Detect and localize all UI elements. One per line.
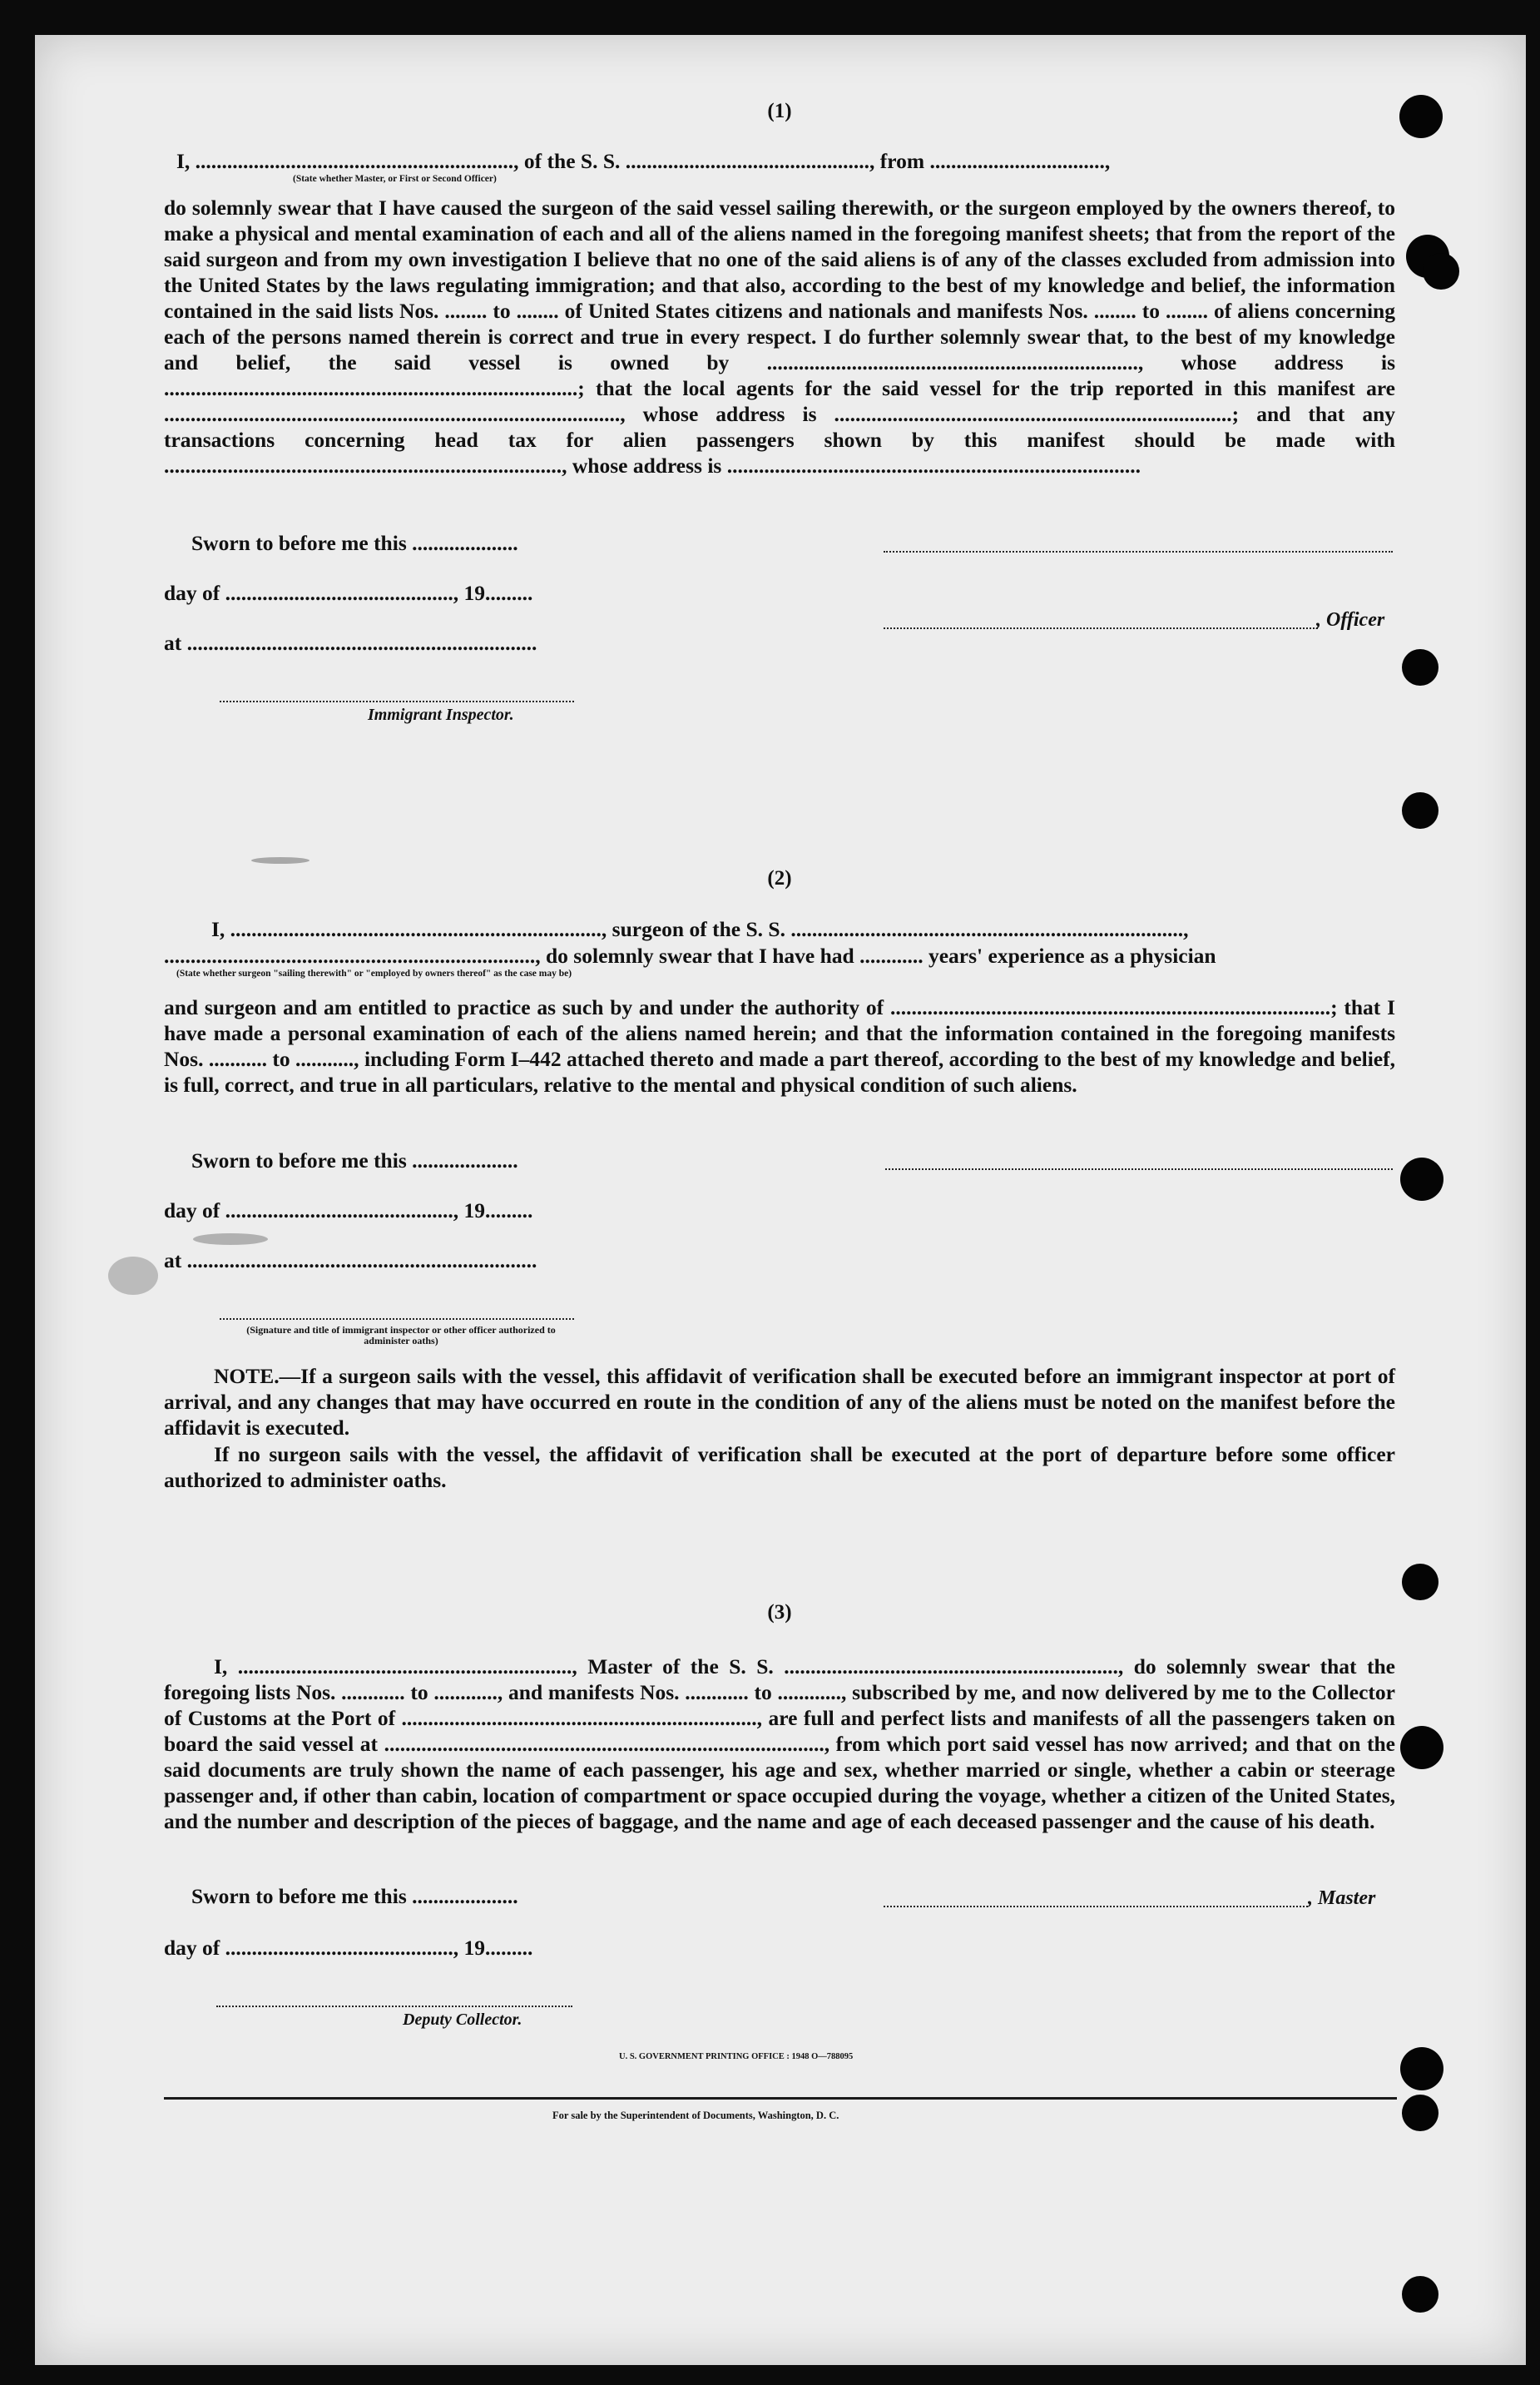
officer-signature-line-2 xyxy=(884,627,1318,629)
note-paragraph-1: NOTE.—If a surgeon sails with the vessel, this affidavit of verification shall be executed before an immigrant inspector at port of arrival, and any changes that may have occurred en route in the condition of any of the aliens must be noted on the manifest before the affidavit is executed. xyxy=(164,1364,1395,1440)
punch-hole xyxy=(1402,649,1438,686)
section-1 xyxy=(164,100,1395,123)
inspector-signature-line-1 xyxy=(220,701,574,702)
section-1-paragraph: do solemnly swear that I have caused the surgeon of the said vessel sailing therewith, or the surgeon employed by the owners thereof, to make a physical and mental examination of each and all of the aliens named in the foregoing manifest sheets; that from the report of the said surgeon and from my own investigation I believe that no one of the said aliens is of any of the classes excluded from admission into the United States by the laws regulating immigration; and that also, according to the best of my knowledge and belief, the information contained in the said lists Nos. ........ to ........ of United States citizens and nationals and manifests Nos. ........ to ........ of aliens concerning each of the persons named therein is correct and true in every respect. I do further solemnly swear that, to the best of my knowledge and belief, the said vessel is owned by ......................................................................, whose address is ..............................................................................; that the local agents for the said vessel for the trip reported in this manifest are ......................................................................................, whose address is ...........................................................................; and that any transactions concerning head tax for alien passengers shown by this manifest should be made with ..........................................................................., whose address is .............................................................................. xyxy=(164,196,1395,478)
inspector-caption-2: (Signature and title of immigrant inspector or other officer authorized to administer oaths) xyxy=(246,1324,556,1346)
surgeon-signature-line xyxy=(885,1168,1393,1170)
stain xyxy=(251,857,309,864)
punch-hole xyxy=(1402,792,1438,829)
punch-hole xyxy=(1400,2047,1443,2090)
punch-hole xyxy=(1402,2276,1438,2313)
section-1-sworn: Sworn to before me this .................... xyxy=(191,531,518,555)
section-2-at: at .................................................................. xyxy=(164,1248,537,1272)
punch-hole xyxy=(1423,253,1459,290)
stain xyxy=(193,1233,268,1245)
section-2-number: (2) xyxy=(767,867,792,890)
section-3-number: (3) xyxy=(767,1601,792,1624)
section-2-sworn: Sworn to before me this .................... xyxy=(191,1148,518,1173)
footer-rule xyxy=(164,2097,1397,2100)
collector-caption: Deputy Collector. xyxy=(403,2011,522,2029)
section-2-day: day of ..........................................., 19......... xyxy=(164,1198,533,1222)
master-caption: , Master xyxy=(1308,1887,1376,1909)
section-2-subcaption: (State whether surgeon "sailing therewith" or "employed by owners thereof" as the case may be) xyxy=(176,969,572,979)
section-1-at: at .................................................................. xyxy=(164,631,537,655)
section-3 xyxy=(164,1601,1395,1624)
sale-notice: For sale by the Superintendent of Documents, Washington, D. C. xyxy=(552,2110,839,2121)
punch-hole xyxy=(1400,1158,1443,1201)
section-1-subcaption: (State whether Master, or First or Second Officer) xyxy=(293,174,497,184)
gpo-imprint: U. S. GOVERNMENT PRINTING OFFICE : 1948 O—788095 xyxy=(619,2052,854,2061)
inspector-caption-1: Immigrant Inspector. xyxy=(368,706,514,724)
section-3-sworn: Sworn to before me this .................... xyxy=(191,1884,518,1908)
officer-caption: , Officer xyxy=(1316,609,1385,631)
section-2-paragraph: and surgeon and am entitled to practice as such by and under the authority of ...................................................................................; that I have made a personal examination of each of the aliens named herein; and that the information contained in the foregoing manifests Nos. ........... to ..........., including Form I–442 attached thereto and made a part thereof, according to the best of my knowledge and belief, is full, correct, and true in all particulars, relative to the mental and physical condition of such aliens. xyxy=(164,995,1395,1097)
note-paragraph-2: If no surgeon sails with the vessel, the affidavit of verification shall be executed at the port of departure before some officer authorized to administer oaths. xyxy=(164,1442,1395,1492)
punch-hole xyxy=(1402,2095,1438,2131)
officer-signature-line-1 xyxy=(884,551,1393,553)
punch-hole xyxy=(1400,1726,1443,1769)
form-page xyxy=(35,35,1526,2365)
punch-hole xyxy=(1399,95,1443,138)
section-3-paragraph: I, ..............................................................., Master of the S. S. ..............................................................., do solemnly swear that the foregoing lists Nos. ............ to ............, and manifests Nos. ............ to ............, subscribed by me, and now delivered by me to the Collector of Customs at the Port of ..................................................................., are full and perfect lists and manifests of all the passengers taken on board the said vessel at ..................................................................................., from which port said vessel has now arrived; and that on the said documents are truly shown the name of each passenger, his age and sex, whether married or single, whether a cabin or steerage passenger and, if other than cabin, location of compartment or space occupied during the voyage, whether a citizen of the United States, and the number and description of the pieces of baggage, and the name and age of each deceased passenger and the cause of his death. xyxy=(164,1654,1395,1833)
stain xyxy=(108,1257,158,1295)
section-2-line2: ......................................................................, do solemnly swear that I have had ............ years' experience as a physician xyxy=(164,944,1216,968)
section-2-line1: I, ......................................................................, surgeon of the S. S. .........................................................................., xyxy=(211,917,1189,941)
section-1-line1: I, ............................................................, of the S. S. .............................................., from ................................., xyxy=(176,149,1111,173)
section-1-number: (1) xyxy=(767,100,792,122)
master-signature-line xyxy=(884,1906,1308,1907)
section-3-day: day of ..........................................., 19......... xyxy=(164,1936,533,1960)
section-2 xyxy=(164,867,1395,890)
collector-signature-line xyxy=(216,2006,572,2007)
section-1-day: day of ..........................................., 19......... xyxy=(164,581,533,605)
inspector-signature-line-2 xyxy=(220,1318,574,1320)
punch-hole xyxy=(1402,1564,1438,1600)
